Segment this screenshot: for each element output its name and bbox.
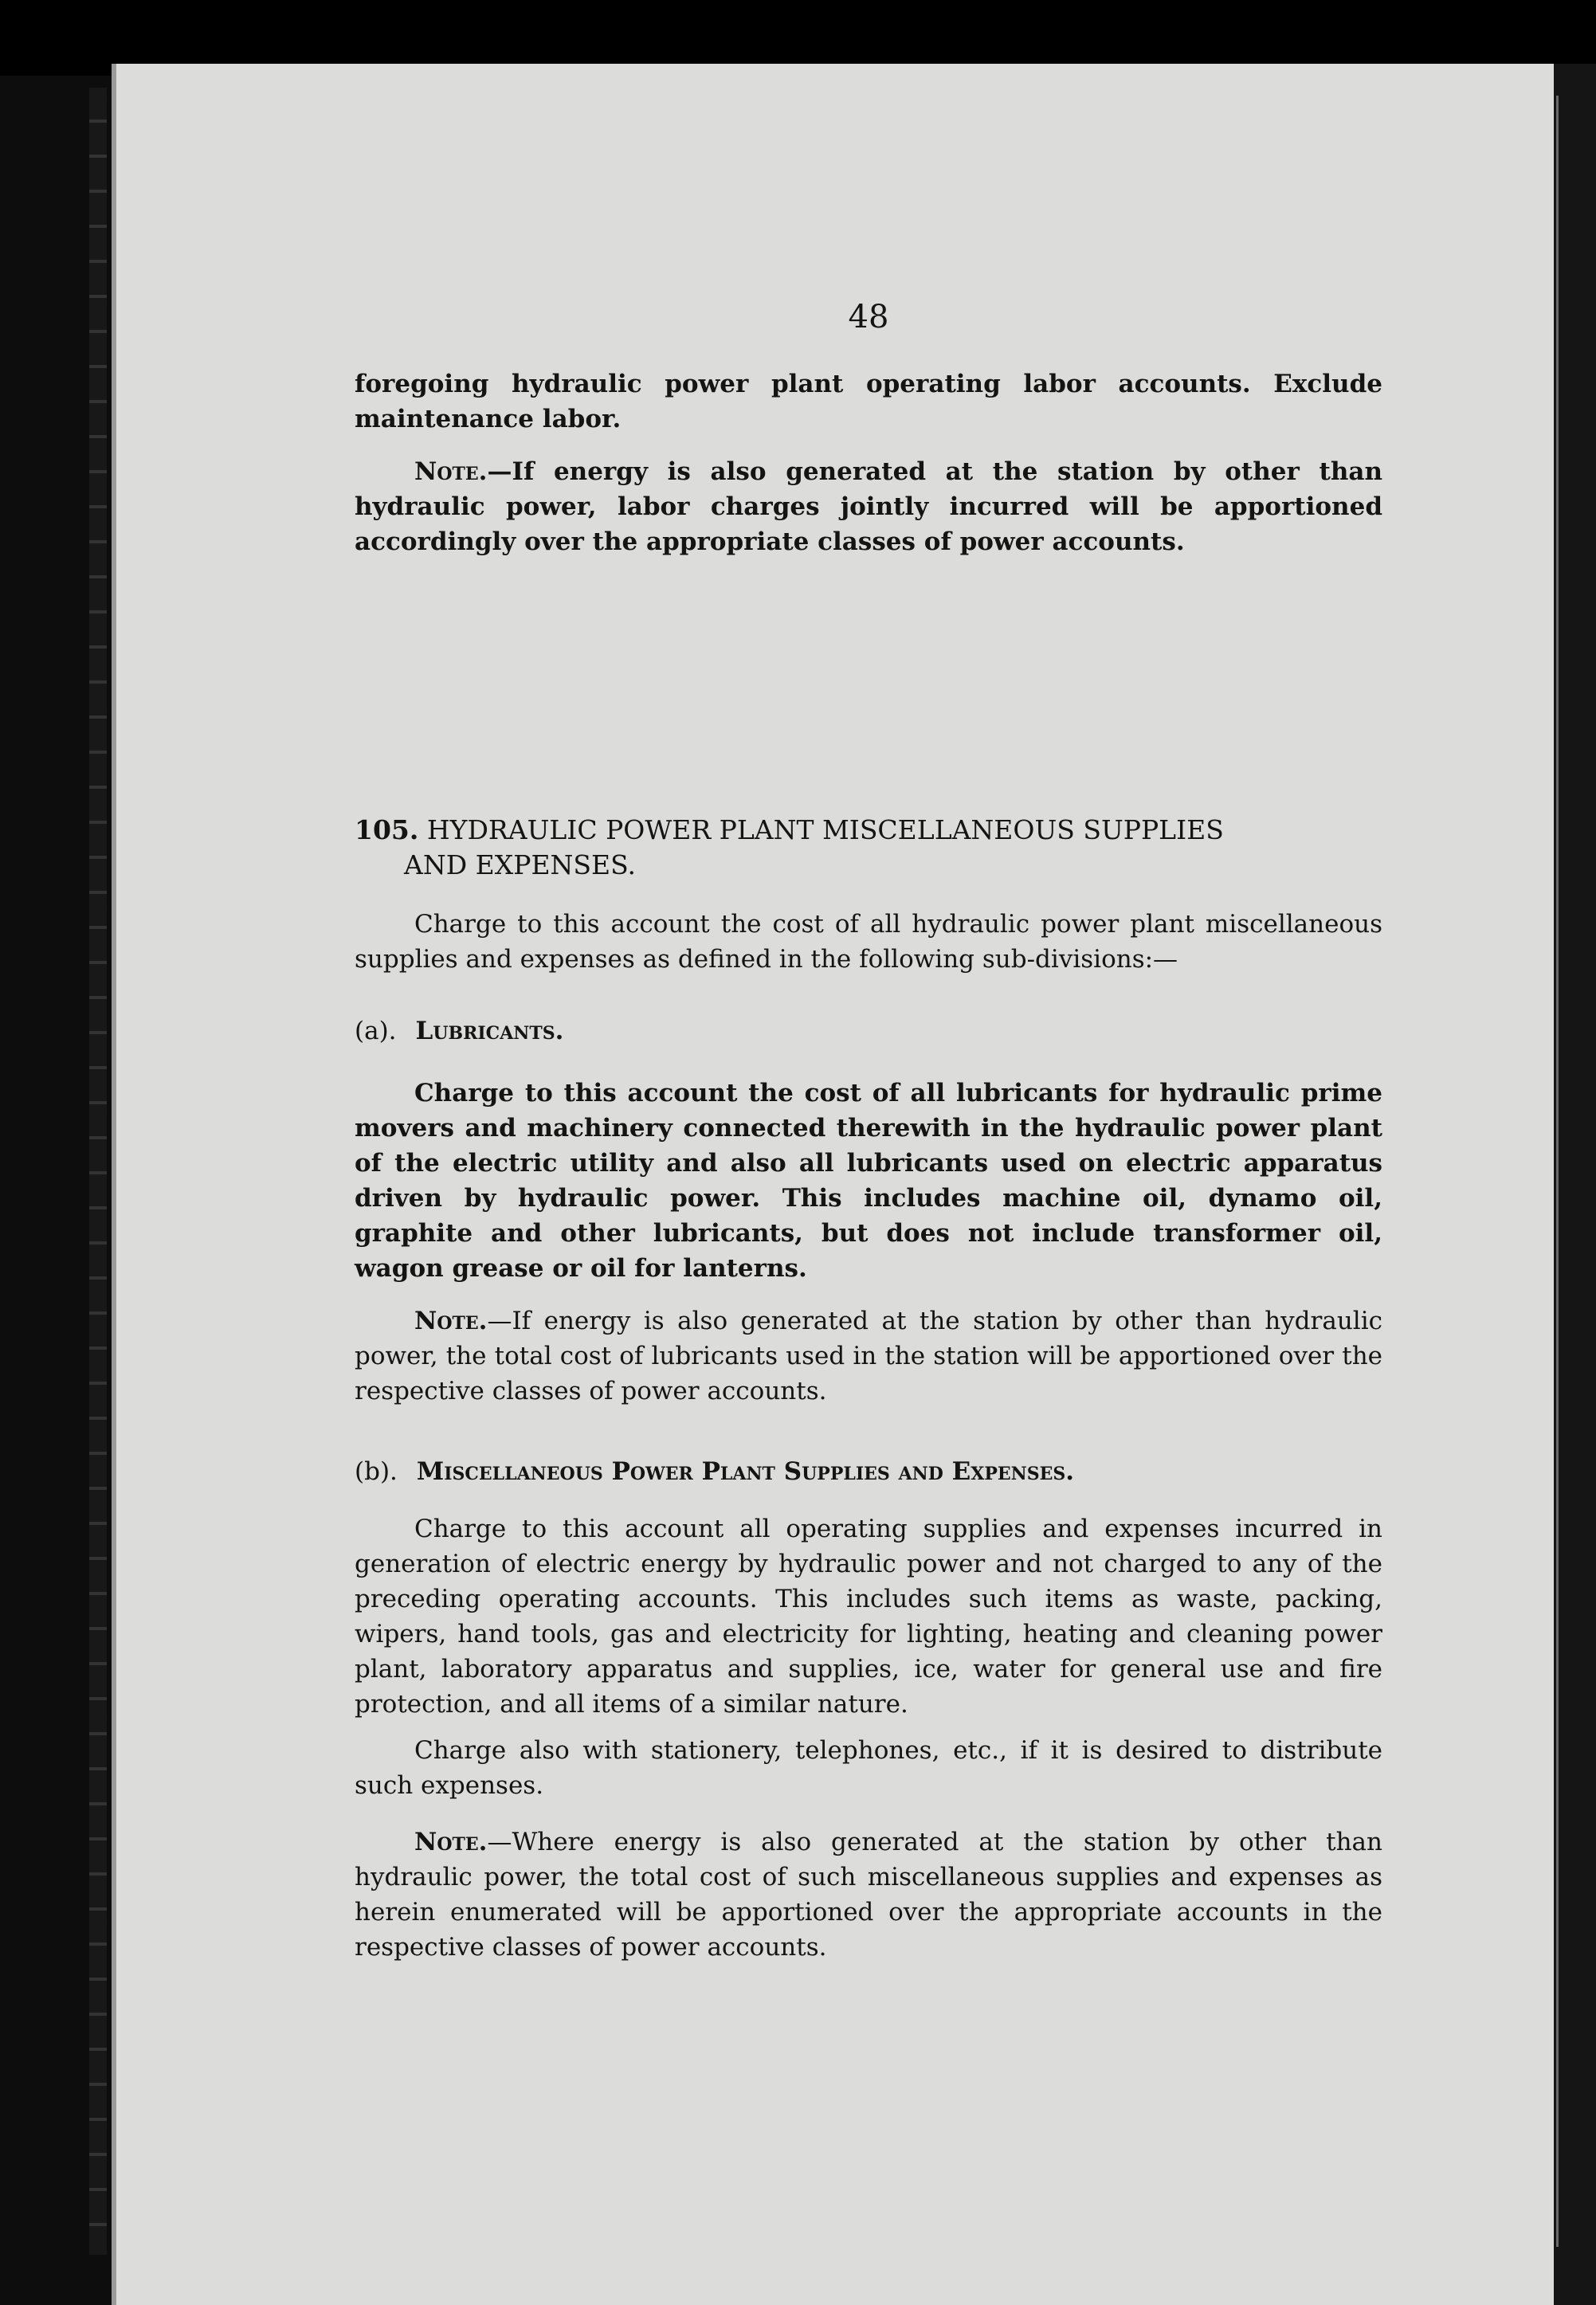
note-label: Note. — [414, 1828, 488, 1856]
page-fold-line — [1556, 96, 1559, 2247]
subsection-b-label: (b). — [355, 1457, 398, 1486]
note-label: Note. — [414, 1307, 488, 1335]
subsection-b-text-2: Charge also with stationery, telephones, etc., if it is desired to distribute such expenses. — [355, 1736, 1382, 1800]
note-label: Note. — [414, 457, 488, 486]
subsection-b-title: Miscellaneous Power Plant Supplies and Expenses. — [416, 1457, 1075, 1486]
section-title-line2: AND EXPENSES. — [404, 849, 637, 880]
subsection-b-note — [355, 1825, 1382, 1965]
section-number: 105. — [355, 814, 419, 845]
page-number: 48 — [848, 299, 889, 335]
subsection-a-heading — [355, 1013, 1382, 1049]
section-intro: Charge to this account the cost of all hydraulic power plant miscellaneous supplies and expenses as defined in the following sub-divisions:— — [355, 910, 1382, 974]
subsection-a-title: Lubricants. — [415, 1017, 564, 1045]
note-text: —Where energy is also generated at the station by other than hydraulic power, the total cost of such miscellaneous supplies and expenses as herein enumerated will be apportioned over the appropriate accounts in the respective classes of power accounts. — [355, 1828, 1382, 1962]
note-labor — [355, 454, 1382, 559]
subsection-a-label: (a). — [355, 1017, 397, 1045]
subsection-b-heading — [355, 1454, 1382, 1489]
section-title-line1: HYDRAULIC POWER PLANT MISCELLANEOUS SUPPLIES — [426, 814, 1224, 845]
subsection-b-text: Charge to this account all operating supplies and expenses incurred in generation of electric energy by hydraulic power and not charged to any of the preceding operating accounts. This includes such items as waste, packing, wipers, hand tools, gas and electricity for lighting, heating and cleaning power plant, laboratory apparatus and supplies, ice, water for general use and fire protection, and all items of a similar nature. — [355, 1515, 1382, 1719]
note-text: —If energy is also generated at the station by other than hydraulic power, labor charges jointly incurred will be apportioned accordingly over the appropriate classes of power accounts. — [355, 457, 1382, 556]
scan-left-edge — [89, 88, 107, 2255]
paragraph-continuation: foregoing hydraulic power plant operating labor accounts. Exclude maintenance labor. — [355, 370, 1382, 433]
subsection-a-text: Charge to this account the cost of all lubricants for hydraulic prime movers and machinery connected therewith in the hydraulic power plant of the electric utility and also all lubricants used on electric apparatus driven by hydraulic power. This includes machine oil, dynamo oil, graphite and other lubricants, but does not include transformer oil, wagon grease or oil for lanterns. — [355, 1079, 1382, 1283]
subsection-a-note — [355, 1303, 1382, 1409]
note-text: —If energy is also generated at the station by other than hydraulic power, the total cost of lubricants used in the station will be apportioned over the respective classes of power accounts. — [355, 1307, 1382, 1405]
section-heading — [355, 813, 1382, 883]
scan-right-border — [1554, 64, 1596, 2305]
